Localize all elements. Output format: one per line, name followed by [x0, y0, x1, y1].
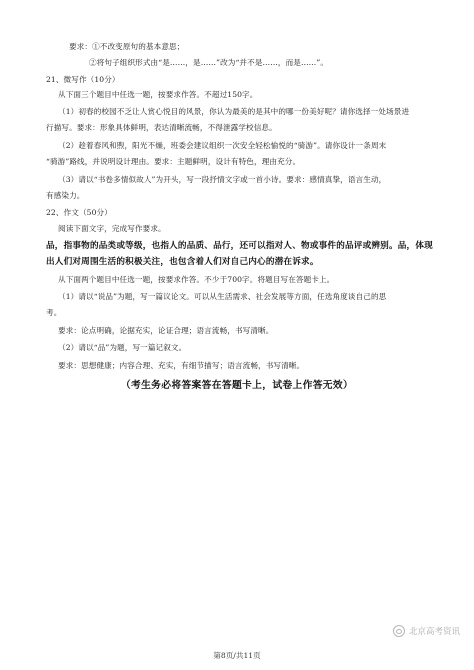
q20-requirement-1: 要求：①不改变原句的基本意思； — [69, 42, 185, 51]
q22-instruction: 阅读下面文字，完成写作要求。 — [58, 224, 166, 233]
q22-option-2-requirement: 要求：思想健康；内容合理、充实，有细节描写；语言流畅，书写清晰。 — [58, 361, 305, 370]
q21-option-3-line-1: （3）请以“书卷多情似故人”为开头，写一段抒情文字或一首小诗。要求：感情真挚，语言生动， — [58, 175, 387, 184]
q22-option-1-line-1: （1）请以“说品”为题，写一篇议论文。可以从生活需求、社会发展等方面，任选角度谈自己的思 — [58, 292, 387, 301]
q21-option-1-line-1: （1）初春的校园不乏让人赏心悦目的风景，你认为最美的是其中的哪一份美好呢？请你选择一处场景进 — [58, 107, 410, 116]
wechat-icon — [393, 625, 405, 637]
q22-option-1-line-2: 考。 — [46, 308, 62, 317]
q21-option-2-line-1: （2）趁着春风和煦，阳光不燥，班委会建议组织一次安全轻松愉悦的“骑游”。请你设计一条周末 — [58, 141, 387, 150]
q22-material-line-1: 品，指事物的品类或等级，也指人的品质、品行，还可以指对人、物或事件的品评或辨别。品，体现 — [46, 241, 433, 251]
q22-material-line-2: 出人们对周围生活的积极关注，也包含着人们对自己内心的潜在诉求。 — [46, 257, 319, 267]
q21-option-3-line-2: 有感染力。 — [46, 191, 85, 200]
q22-option-1-requirement: 要求：论点明确，论据充实，论证合理；语言流畅，书写清晰。 — [58, 326, 274, 335]
q20-requirement-2: ②将句子组织形式由“是……，是……”改为“并不是……，而是……”。 — [89, 58, 329, 67]
page-number: 第8页/共11页 — [213, 651, 261, 660]
q22-task-instruction: 从下面两个题目中任选一题，按要求作答。不少于700字。将题目写在答题卡上。 — [58, 275, 335, 284]
answer-sheet-notice: （考生务必将答案答在答题卡上，试卷上作答无效） — [120, 380, 354, 391]
q22-option-2: （2）请以“品”为题，写一篇记叙文。 — [58, 343, 187, 352]
q21-instruction: 从下面三个题目中任选一题，按要求作答。不超过150字。 — [58, 90, 258, 99]
q21-option-1-line-2: 行描写。要求：形象具体鲜明，表达清晰流畅，不得泄露学校信息。 — [46, 123, 277, 132]
q22-heading: 22、作文（50分） — [46, 208, 112, 217]
watermark-text: 北京高考资讯 — [408, 627, 460, 637]
q21-option-2-line-2: “骑游”路线，并说明设计理由。要求：主题鲜明，设计有特色，理由充分。 — [46, 157, 301, 166]
q21-heading: 21、微写作（10分） — [46, 75, 120, 84]
watermark — [393, 625, 460, 637]
